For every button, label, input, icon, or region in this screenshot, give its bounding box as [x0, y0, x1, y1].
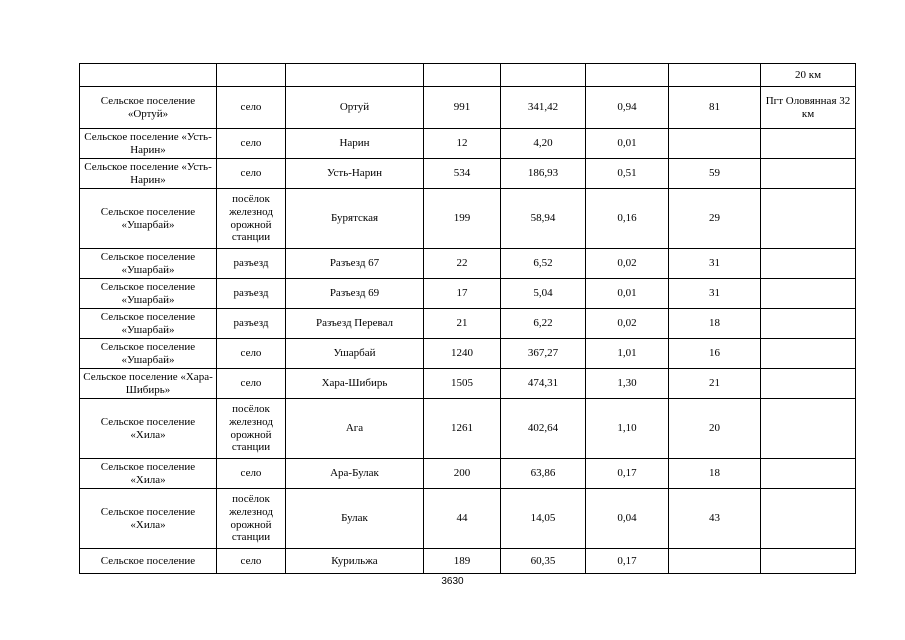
table-row	[80, 489, 856, 549]
cell-distance: 31	[669, 279, 761, 309]
cell-distance: 21	[669, 369, 761, 399]
table-row	[80, 339, 856, 369]
cell-name: Булак	[286, 489, 424, 549]
page-number: 3630	[441, 576, 464, 587]
cell-name: Ортуй	[286, 87, 424, 129]
cell-population: 17	[424, 279, 501, 309]
cell-settlement	[80, 64, 217, 87]
cell-type: село	[217, 87, 286, 129]
cell-name	[286, 64, 424, 87]
cell-type: разъезд	[217, 309, 286, 339]
cell-population: 199	[424, 189, 501, 249]
cell-share: 1,10	[586, 399, 669, 459]
cell-population: 1261	[424, 399, 501, 459]
cell-type: село	[217, 459, 286, 489]
cell-settlement: Сельское поселение «Хила»	[80, 489, 217, 549]
cell-note	[761, 489, 856, 549]
cell-area: 63,86	[501, 459, 586, 489]
cell-type: разъезд	[217, 249, 286, 279]
table-row	[80, 459, 856, 489]
cell-note	[761, 459, 856, 489]
cell-name: Бурятская	[286, 189, 424, 249]
cell-name: Ага	[286, 399, 424, 459]
cell-note	[761, 249, 856, 279]
cell-population: 44	[424, 489, 501, 549]
table-row	[80, 369, 856, 399]
cell-note: Пгт Оловянная 32 км	[761, 87, 856, 129]
cell-population: 991	[424, 87, 501, 129]
cell-type: посёлок железнод орожной станции	[217, 189, 286, 249]
cell-population: 1240	[424, 339, 501, 369]
cell-type: посёлок железнод орожной станции	[217, 489, 286, 549]
cell-settlement: Сельское поселение «Хила»	[80, 399, 217, 459]
cell-share: 0,02	[586, 249, 669, 279]
cell-area: 60,35	[501, 549, 586, 574]
cell-settlement: Сельское поселение «Ушарбай»	[80, 309, 217, 339]
table-row	[80, 129, 856, 159]
table-row	[80, 279, 856, 309]
cell-population: 22	[424, 249, 501, 279]
cell-note	[761, 189, 856, 249]
cell-note	[761, 279, 856, 309]
table-row	[80, 309, 856, 339]
cell-distance	[669, 549, 761, 574]
cell-share: 0,01	[586, 129, 669, 159]
table-row	[80, 64, 856, 87]
cell-distance: 43	[669, 489, 761, 549]
cell-name: Хара-Шибирь	[286, 369, 424, 399]
cell-distance: 18	[669, 459, 761, 489]
cell-name: Усть-Нарин	[286, 159, 424, 189]
cell-area: 58,94	[501, 189, 586, 249]
cell-area: 4,20	[501, 129, 586, 159]
table-row	[80, 549, 856, 574]
cell-note	[761, 159, 856, 189]
cell-population	[424, 64, 501, 87]
cell-distance: 16	[669, 339, 761, 369]
cell-type: село	[217, 129, 286, 159]
cell-area: 14,05	[501, 489, 586, 549]
cell-distance: 18	[669, 309, 761, 339]
cell-name: Курильжа	[286, 549, 424, 574]
cell-note	[761, 369, 856, 399]
cell-note	[761, 339, 856, 369]
cell-settlement: Сельское поселение «Ушарбай»	[80, 279, 217, 309]
cell-settlement: Сельское поселение «Хара-Шибирь»	[80, 369, 217, 399]
cell-population: 189	[424, 549, 501, 574]
cell-share: 0,17	[586, 549, 669, 574]
cell-note	[761, 309, 856, 339]
cell-distance	[669, 129, 761, 159]
table-body	[80, 64, 856, 574]
table-row	[80, 87, 856, 129]
table-row	[80, 399, 856, 459]
cell-population: 12	[424, 129, 501, 159]
cell-area: 367,27	[501, 339, 586, 369]
cell-area: 186,93	[501, 159, 586, 189]
cell-share: 0,16	[586, 189, 669, 249]
cell-settlement: Сельское поселение «Хила»	[80, 459, 217, 489]
cell-share: 0,94	[586, 87, 669, 129]
cell-area: 6,22	[501, 309, 586, 339]
cell-name: Разъезд 69	[286, 279, 424, 309]
cell-distance: 20	[669, 399, 761, 459]
cell-area: 6,52	[501, 249, 586, 279]
cell-share: 0,51	[586, 159, 669, 189]
cell-name: Разъезд Перевал	[286, 309, 424, 339]
cell-share: 1,01	[586, 339, 669, 369]
cell-area: 402,64	[501, 399, 586, 459]
cell-name: Ушарбай	[286, 339, 424, 369]
cell-settlement: Сельское поселение	[80, 549, 217, 574]
cell-area	[501, 64, 586, 87]
cell-settlement: Сельское поселение «Ушарбай»	[80, 189, 217, 249]
cell-share: 0,02	[586, 309, 669, 339]
cell-distance: 31	[669, 249, 761, 279]
table-row	[80, 189, 856, 249]
cell-note: 20 км	[761, 64, 856, 87]
cell-population: 1505	[424, 369, 501, 399]
cell-area: 5,04	[501, 279, 586, 309]
cell-type	[217, 64, 286, 87]
cell-distance	[669, 64, 761, 87]
cell-name: Нарин	[286, 129, 424, 159]
cell-share: 0,04	[586, 489, 669, 549]
cell-settlement: Сельское поселение «Усть-Нарин»	[80, 159, 217, 189]
cell-share: 0,01	[586, 279, 669, 309]
cell-settlement: Сельское поселение «Усть-Нарин»	[80, 129, 217, 159]
cell-area: 474,31	[501, 369, 586, 399]
cell-type: посёлок железнод орожной станции	[217, 399, 286, 459]
cell-distance: 59	[669, 159, 761, 189]
cell-population: 534	[424, 159, 501, 189]
table-row	[80, 249, 856, 279]
cell-population: 200	[424, 459, 501, 489]
cell-name: Разъезд 67	[286, 249, 424, 279]
cell-type: село	[217, 369, 286, 399]
cell-name: Ара-Булак	[286, 459, 424, 489]
cell-note	[761, 399, 856, 459]
cell-share	[586, 64, 669, 87]
cell-type: село	[217, 159, 286, 189]
cell-share: 0,17	[586, 459, 669, 489]
cell-type: село	[217, 339, 286, 369]
cell-note	[761, 549, 856, 574]
cell-settlement: Сельское поселение «Ушарбай»	[80, 249, 217, 279]
cell-distance: 81	[669, 87, 761, 129]
cell-share: 1,30	[586, 369, 669, 399]
cell-type: село	[217, 549, 286, 574]
cell-distance: 29	[669, 189, 761, 249]
cell-population: 21	[424, 309, 501, 339]
table-row	[80, 159, 856, 189]
cell-settlement: Сельское поселение «Ушарбай»	[80, 339, 217, 369]
cell-note	[761, 129, 856, 159]
cell-type: разъезд	[217, 279, 286, 309]
settlements-table	[79, 63, 856, 574]
cell-area: 341,42	[501, 87, 586, 129]
cell-settlement: Сельское поселение «Ортуй»	[80, 87, 217, 129]
